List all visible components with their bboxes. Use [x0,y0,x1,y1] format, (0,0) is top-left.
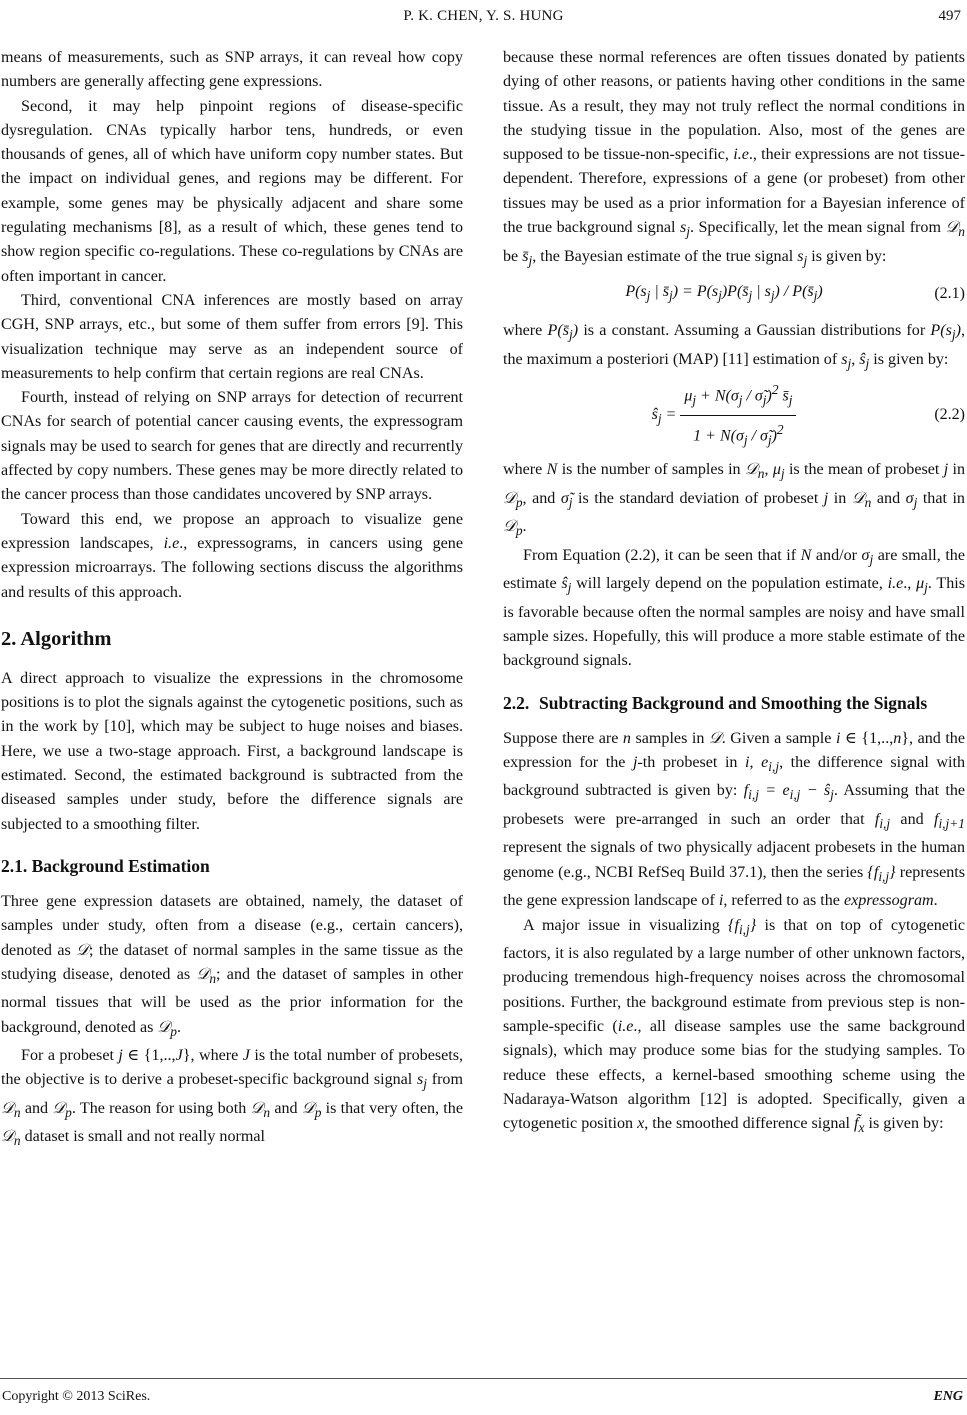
paragraph: Toward this end, we propose an approach to visualize gene expression landscapes, i.e., expressograms, in cancers using gene expression microarrays. The following sections discuss the algorithms and results of this approach. [1,510,463,601]
subsection-heading: 2.2. Subtracting Background and Smoothing the Signals [503,692,928,713]
equation-2-1: $P(s_j$ | $s̄_j$) = $P(s_j)P(s̄_j$ | $s_j$) / $P(s̄_j)$ (2.1) [503,279,965,309]
paragraph: Third, conventional CNA inferences are mostly based on array CGH, SNP arrays, etc., but some of them suffer from errors [9]. This visualization technique may serve as an independent source of measurements to help confirm that certain regions are real CNAs. [1,291,463,382]
paragraph: From Equation (2.2), it can be seen that if N and/or $\sigma_j$ are small, the estimate $ŝ_j$ will largely depend on the population estimate, i.e., $\mu_j$. This is favorable because often the normal samples are noisy and have small sample sizes. Hopefully, this will produce a more stable estimate of the background signals. [503,546,965,670]
page-footer [0,1378,967,1415]
left-column [1,46,463,1154]
paragraph: A major issue in visualizing $\{f_{i,j}\}$ is that on top of cytogenetic factors, it is also regulated by a large number of other unknown factors, producing tremendous high-frequency noises across the chromosomal positions. Further, the background estimate from previous step is non-sample-specific (i.e., all disease samples use the same background signals), which may produce some bias for the studying samples. To reduce these effects, a kernel-based smoothing scheme using the Nadaraya-Watson algorithm [12] is adopted. Specifically, given a cytogenetic position x, the smoothed difference signal $f̃_x$ is given by: [503,916,966,1136]
paragraph: because these normal references are often tissues donated by patients dying of other reasons, or patients having other conditions in the same tissue. As a result, they may not truly reflect the normal conditions in the studying tissue in the population. Also, most of the genes are supposed to be tissue-non-specific, i.e., their expressions are not tissue-dependent. Therefore, expressions of a gene (or probeset) from other tissues may be used as a prior information for a Bayesian inference of the true background signal $s_j$. Specifically, let the mean signal from 𝒟$_n$ be $s̄_j$, the Bayesian estimate of the true signal $s_j$ is given by: [503,49,965,268]
paragraph: A direct approach to visualize the expressions in the chromosome positions is to plot the signals against the cytogenetic positions, such as in the work by [10], which may be subject to huge noises and biases. Here, we use a two-stage approach. First, a background landscape is estimated. Second, the estimated background is subtracted from the diseased samples under study, before the difference signals are subjected to a smoothing filter. [1,669,463,833]
equation-number: (2.2) [934,405,965,423]
equation-number: (2.1) [934,284,965,302]
paragraph: where $P(s̄_j)$ is a constant. Assuming a Gaussian distributions for $P(s_j)$, the maximum a posteriori (MAP) [11] estimation of $s_j$, $ŝ_j$ is given by: [503,322,965,371]
paragraph: Suppose there are n samples in 𝒟. Given a sample i ∈ {1,..,n}, and the expression for the j-th probeset in i, $e_{i,j}$, the difference signal with background subtracted is given by: $f_{i,j} = e_{i,j}$ − $ŝ_j$. Assuming that the probesets were pre-arranged in such an order that $f_{i,j}$ and $f_{i,j+1}$ represent the signals of two physically adjacent probesets in the human genome (e.g., NCBI RefSeq Build 37.1), then the series $\{f_{i,j}\}$ represents the gene expression landscape of i, referred to as the expressogram. [503,729,966,910]
subsection-heading: 2.1. Background Estimation [1,855,210,876]
paragraph: Three gene expression datasets are obtained, namely, the dataset of samples under study, often from a disease (e.g., certain cancers), denoted as 𝒟; the dataset of normal samples in the same tissue as the studying disease, denoted as 𝒟$_n$; and the dataset of samples in other normal tissues that will be used as the prior information for the background, denoted as 𝒟$_p$. [1,892,463,1039]
section-heading: 2. Algorithm [1,627,112,650]
paragraph: Second, it may help pinpoint regions of disease-specific dysregulation. CNAs typically harbor tens, hundreds, or even thousands of genes, all of which have uniform copy number states. But the impact on individual genes, and regions may be different. For example, some genes may be physically adjacent and share some regulating mechanisms [8], as a result of which, these genes tend to show region specific co-regulations. These co-regulations by CNAs are often important in cancer. [1,97,463,285]
paragraph: Fourth, instead of relying on SNP arrays for detection of recurrent CNAs for search of potential cancer causing events, the expressogram signals may be used to search for genes that are directly and recurrently affected by copy numbers. These genes may be more directly related to the cancer process than those candidates uncovered by SNP arrays. [1,389,463,504]
running-head [0,8,967,30]
equation-2-2: $ŝ_j$ = $\frac{\mu_j + N(\sigma_j / \sigmã_j)^2 s̄_j}{1 + N(\sigma_j / \sigmã_j)^2}$ (2.2) [503,382,965,448]
right-column [503,46,965,1141]
page-number: 497 [938,8,961,24]
paragraph: For a probeset j ∈ {1,..,J}, where J is the total number of probesets, the objective is to derive a probeset-specific background signal $s_j$ from 𝒟$_n$ and 𝒟$_p$. The reason for using both 𝒟$_n$ and 𝒟$_p$ is that very often, the 𝒟$_n$ dataset is small and not really normal [1,1047,464,1149]
copyright-notice: Copyright © 2013 SciRes. [2,1389,151,1404]
journal-abbreviation: ENG [933,1389,963,1404]
running-title: P. K. CHEN, Y. S. HUNG [403,8,564,24]
paragraph: where N is the number of samples in 𝒟$_n$, $\mu_j$ is the mean of probeset j in 𝒟$_p$, and $\sigmã_j$ is the standard deviation of probeset j in 𝒟$_n$ and $\sigma_j$ that in 𝒟$_p$. [503,461,966,539]
paragraph: means of measurements, such as SNP arrays, it can reveal how copy numbers are generally affecting gene expressions. [1,49,463,91]
